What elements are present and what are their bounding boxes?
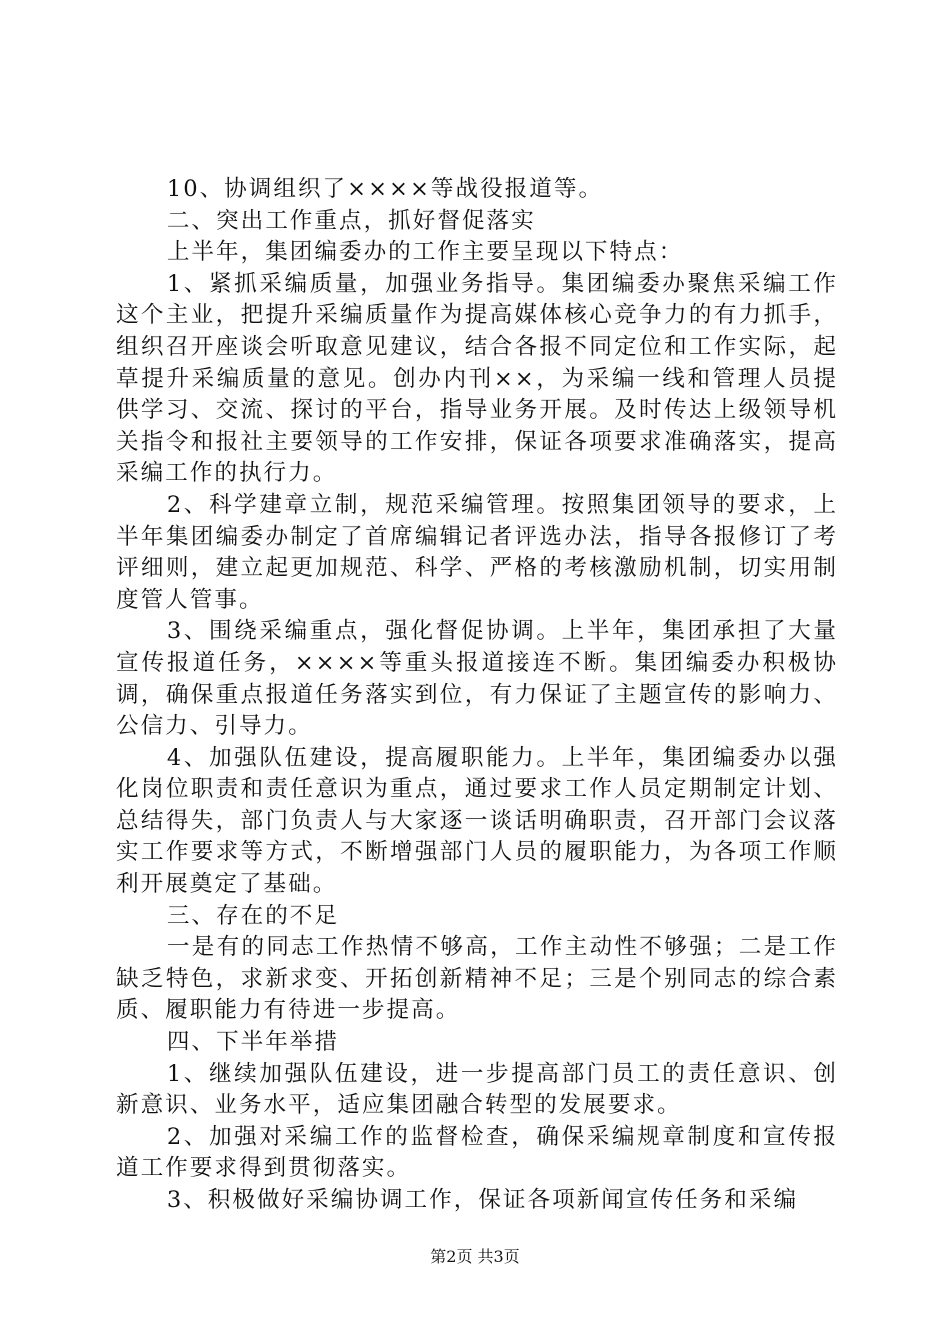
paragraph-measure-2: 2、加强对采编工作的监督检查，确保采编规章制度和宣传报道工作要求得到贯彻落实。 xyxy=(116,1123,838,1182)
paragraph-point-1: 1、紧抓采编质量，加强业务指导。集团编委办聚焦采编工作这个主业，把提升采编质量作为提高媒体核心竞争力的有力抓手，组织召开座谈会听取意见建议，结合各报不同定位和工作实际，起草提升采编质量的意见。创办内刊××，为采编一线和管理人员提供学习、交流、探讨的平台，指导业务开展。及时传达上级领导机关指令和报社主要领导的工作安排，保证各项要求准确落实，提高采编工作的执行力。 xyxy=(116,270,838,487)
paragraph-intro: 上半年，集团编委办的工作主要呈现以下特点： xyxy=(166,239,684,266)
paragraph-item-10: 10、协调组织了××××等战役报道等。 xyxy=(166,176,604,202)
paragraph-point-4: 4、加强队伍建设，提高履职能力。上半年，集团编委办以强化岗位职责和责任意识为重点，通过要求工作人员定期制定计划、总结得失，部门负责人与大家逐一谈话明确职责，召开部门会议落实工作要求等方式，不断增强部门人员的履职能力，为各项工作顺利开展奠定了基础。 xyxy=(116,744,838,898)
page-number-footer: 第2页 共3页 xyxy=(430,1247,520,1266)
paragraph-measure-3: 3、积极做好采编协调工作，保证各项新闻宣传任务和采编 xyxy=(166,1187,799,1213)
paragraph-point-3: 3、围绕采编重点，强化督促协调。上半年，集团承担了大量宣传报道任务，××××等重头报道接连不断。集团编委办积极协调，确保重点报道任务落实到位，有力保证了主题宣传的影响力、公信力、引导力。 xyxy=(116,618,838,740)
section-heading-2: 二、突出工作重点，抓好督促落实 xyxy=(166,207,536,234)
section-heading-4: 四、下半年举措 xyxy=(166,1029,339,1056)
paragraph-point-2: 2、科学建章立制，规范采编管理。按照集团领导的要求，上半年集团编委办制定了首席编辑记者评选办法，指导各报修订了考评细则，建立起更加规范、科学、严格的考核激励机制，切实用制度管人管事。 xyxy=(116,491,838,613)
section-heading-3: 三、存在的不足 xyxy=(166,902,339,929)
paragraph-shortcomings: 一是有的同志工作热情不够高，工作主动性不够强；二是工作缺乏特色，求新求变、开拓创新精神不足；三是个别同志的综合素质、履职能力有待进一步提高。 xyxy=(116,934,838,1024)
paragraph-measure-1: 1、继续加强队伍建设，进一步提高部门员工的责任意识、创新意识、业务水平，适应集团融合转型的发展要求。 xyxy=(116,1060,838,1119)
document-body xyxy=(116,174,838,1217)
